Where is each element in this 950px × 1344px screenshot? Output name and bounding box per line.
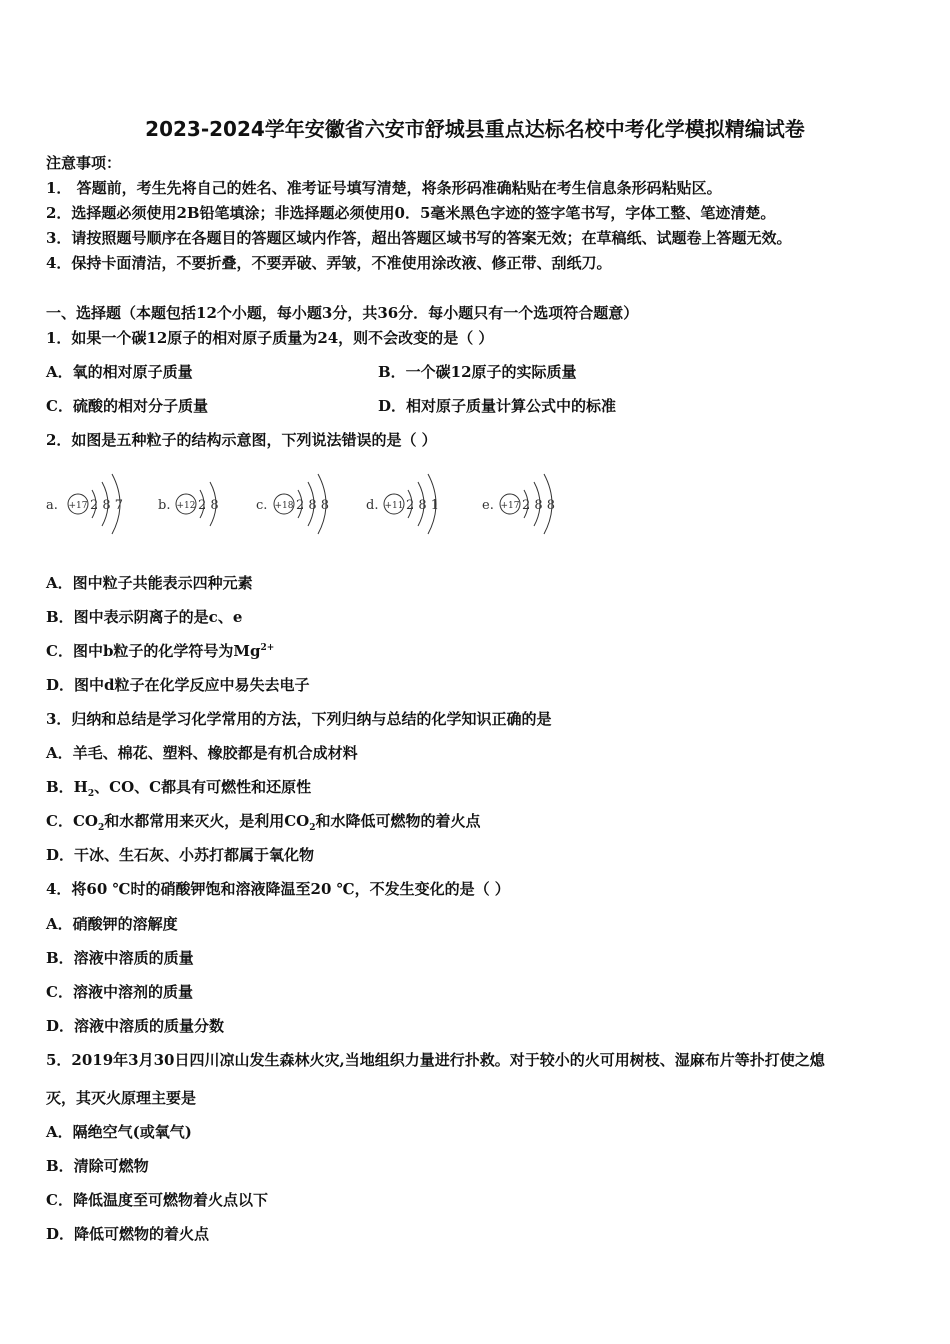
q3-option-c-sub1: 2	[97, 823, 105, 833]
q3-option-b-post: 、CO、C都具有可燃性和还原性	[94, 778, 312, 796]
particle-c	[256, 474, 329, 534]
notice-item-2: 2．选择题必须使用2B铅笔填涂；非选择题必须使用0．5毫米黑色字迹的签字笔书写，字体工整、笔迹清楚。	[46, 204, 776, 222]
particle-b-shells: 2 8	[198, 498, 219, 513]
q5-option-b: B．清除可燃物	[46, 1157, 149, 1175]
q1-stem: 1．如果一个碳12原子的相对原子质量为24，则不会改变的是（ ）	[46, 329, 494, 347]
q3-option-c-sub2: 2	[309, 823, 316, 833]
q5-option-a: A．隔绝空气(或氧气)	[46, 1123, 192, 1141]
q4-stem: 4．将60 ℃时的硝酸钾饱和溶液降温至20 ℃，不发生变化的是（ ）	[46, 880, 510, 898]
q3-option-d: D．干冰、生石灰、小苏打都属于氧化物	[46, 846, 315, 864]
notice-item-1: 1． 答题前，考生先将自己的姓名、准考证号填写清楚，将条形码准确粘贴在考生信息条形码粘贴区。	[46, 179, 722, 197]
q2-option-c	[46, 640, 274, 661]
notice-item-4: 4．保持卡面清洁，不要折叠，不要弄破、弄皱，不准使用涂改液、修正带、刮纸刀。	[46, 254, 612, 272]
particle-d-shells: 2 8 1	[406, 498, 440, 513]
notice-heading: 注意事项：	[46, 154, 122, 172]
q4-option-c: C．溶液中溶剂的质量	[46, 983, 193, 1001]
q3-option-c-mid: 和水都常用来灭火，是利用CO	[104, 812, 310, 830]
q1-option-c: C．硫酸的相对分子质量	[46, 397, 208, 415]
q5-option-c: C．降低温度至可燃物着火点以下	[46, 1191, 268, 1209]
particle-a-nucleus: +17	[68, 501, 88, 511]
particle-e-nucleus: +17	[500, 501, 520, 511]
particle-a-label: a.	[46, 498, 58, 513]
q3-option-c	[46, 810, 481, 833]
q2-option-c-text: C．图中b粒子的化学符号为Mg	[46, 642, 261, 660]
particle-a	[46, 474, 123, 534]
q3-option-b-pre: B．H	[46, 778, 88, 796]
q5-option-d: D．降低可燃物的着火点	[46, 1225, 210, 1243]
particle-c-label: c.	[256, 498, 268, 513]
section-heading: 一、选择题（本题包括12个小题，每小题3分，共36分．每小题只有一个选项符合题意）	[46, 304, 639, 322]
q1-option-a: A．氧的相对原子质量	[46, 363, 193, 381]
notice-item-3: 3．请按照题号顺序在各题目的答题区域内作答，超出答题区域书写的答案无效；在草稿纸、试题卷上答题无效。	[46, 229, 792, 247]
q1-option-b: B．一个碳12原子的实际质量	[378, 363, 577, 381]
q1-option-d: D．相对原子质量计算公式中的标准	[378, 397, 617, 415]
q4-option-a: A．硝酸钾的溶解度	[46, 915, 178, 933]
particle-b-nucleus: +12	[176, 501, 196, 511]
particle-d	[366, 474, 439, 534]
particle-d-nucleus: +11	[384, 501, 404, 511]
q5-stem-line2: 灭，其灭火原理主要是	[46, 1089, 197, 1107]
q3-option-a: A．羊毛、棉花、塑料、橡胶都是有机合成材料	[46, 744, 358, 762]
q3-stem: 3．归纳和总结是学习化学常用的方法，下列归纳与总结的化学知识正确的是	[46, 710, 552, 728]
particle-structure-diagram	[46, 462, 571, 544]
particle-d-label: d.	[366, 498, 379, 513]
q3-option-b-sub: 2	[87, 789, 95, 799]
particle-e	[482, 474, 555, 534]
q3-option-c-pre: C．CO	[46, 812, 98, 830]
q2-option-a: A．图中粒子共能表示四种元素	[46, 574, 253, 592]
particle-b	[158, 482, 219, 526]
q2-option-b: B．图中表示阴离子的是c、e	[46, 608, 243, 626]
q3-option-c-post: 和水降低可燃物的着火点	[315, 812, 481, 830]
particle-e-label: e.	[482, 498, 494, 513]
q2-option-d: D．图中d粒子在化学反应中易失去电子	[46, 676, 310, 694]
q2-stem: 2．如图是五种粒子的结构示意图，下列说法错误的是（ ）	[46, 431, 437, 449]
particle-a-shells: 2 8 7	[90, 498, 124, 513]
particle-e-shells: 2 8 8	[522, 498, 556, 513]
particle-c-nucleus: +18	[274, 501, 294, 511]
particle-c-shells: 2 8 8	[296, 498, 330, 513]
q5-stem-line1: 5．2019年3月30日四川凉山发生森林火灾,当地组织力量进行扑救。对于较小的火可用树枝、湿麻布片等扑打使之熄	[46, 1051, 825, 1069]
q4-option-d: D．溶液中溶质的质量分数	[46, 1017, 225, 1035]
q2-option-c-charge: 2+	[260, 643, 275, 653]
particle-b-label: b.	[158, 498, 171, 513]
q3-option-b	[46, 776, 311, 799]
page-title: 2023-2024学年安徽省六安市舒城县重点达标名校中考化学模拟精编试卷	[145, 117, 805, 141]
q4-option-b: B．溶液中溶质的质量	[46, 949, 194, 967]
